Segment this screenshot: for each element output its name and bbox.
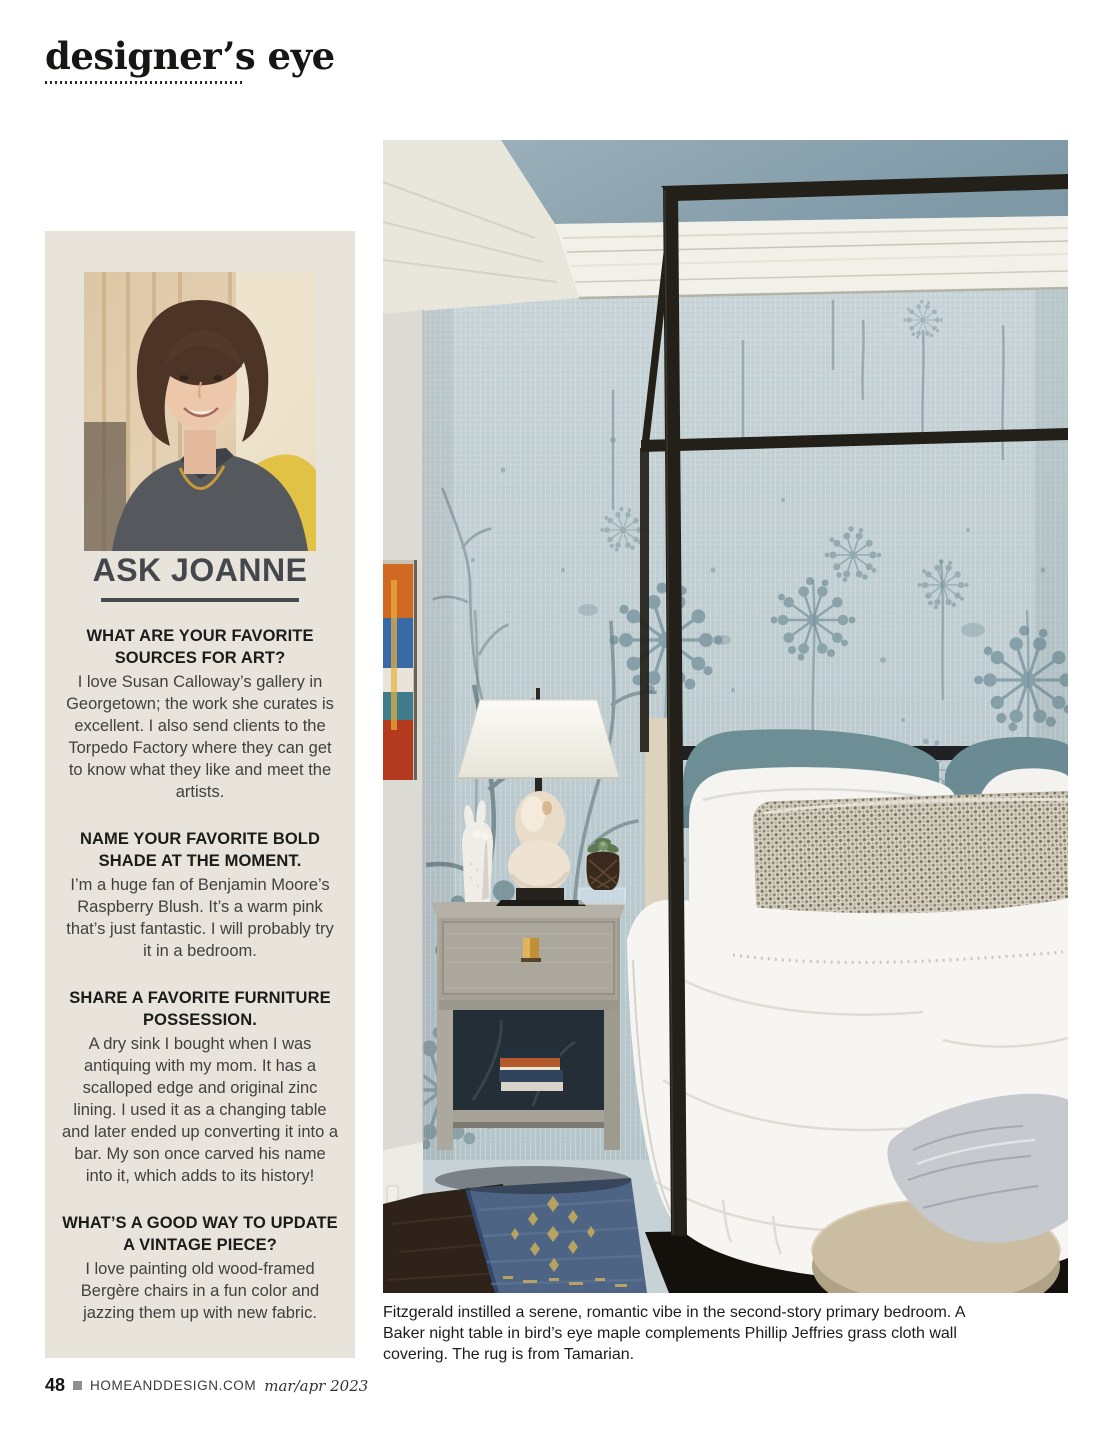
question: WHAT’S A GOOD WAY TO UPDATE A VINTAGE PIECE? bbox=[62, 1214, 338, 1254]
qa-item bbox=[61, 1212, 339, 1324]
nightstand bbox=[431, 902, 626, 1150]
crown-molding bbox=[555, 216, 1068, 298]
masthead bbox=[45, 36, 335, 84]
website-url: HOMEANDDESIGN.COM bbox=[90, 1378, 257, 1393]
footer-square-icon bbox=[73, 1381, 82, 1390]
answer: A dry sink I bought when I was antiquing with my mom. It has a scalloped edge and original zinc lining. I used it as a changing table and later ended up converting it into a bar. My son once carved his name into it, which adds to its history! bbox=[61, 1035, 339, 1185]
question: SHARE A FAVORITE FURNITURE POSSESSION. bbox=[69, 989, 331, 1029]
page-number: 48 bbox=[45, 1375, 66, 1395]
patterned-lumbar-pillow bbox=[753, 791, 1068, 920]
back-post bbox=[640, 448, 649, 752]
stacked-books bbox=[499, 1048, 563, 1091]
page-title: designer’s eye bbox=[45, 34, 335, 78]
qa-list bbox=[45, 625, 355, 1349]
qa-item bbox=[61, 828, 339, 962]
ask-joanne-sidebar bbox=[45, 231, 355, 1358]
answer: I’m a huge fan of Benjamin Moore’s Raspberry Blush. It’s a warm pink that’s just fantastic. I will probably try it in a bedroom. bbox=[66, 876, 334, 960]
designer-portrait bbox=[84, 272, 316, 551]
bedroom-photo bbox=[383, 140, 1068, 1293]
answer: I love painting old wood-framed Bergère chairs in a fun color and jazzing them up with new fabric. bbox=[80, 1260, 320, 1322]
question: NAME YOUR FAVORITE BOLD SHADE AT THE MOMENT. bbox=[79, 830, 321, 870]
drawer-pull bbox=[521, 938, 541, 962]
photo-caption: Fitzgerald instilled a serene, romantic vibe in the second-story primary bedroom. A Baker night table in bird’s eye maple complements Phillip Jeffries grass cloth wall covering. The rug is from Tamarian. bbox=[383, 1304, 965, 1363]
qa-item bbox=[61, 987, 339, 1187]
abstract-artwork bbox=[383, 560, 417, 780]
lamp-shade bbox=[458, 700, 619, 778]
sidebar-title: ASK JOANNE bbox=[92, 552, 308, 588]
area-rug bbox=[467, 1178, 647, 1293]
sidebar-title-block bbox=[45, 552, 355, 602]
qa-item bbox=[61, 625, 339, 803]
title-underline bbox=[101, 598, 299, 602]
page-footer bbox=[45, 1375, 368, 1396]
bedroom-scene bbox=[383, 140, 1068, 1293]
issue-date: mar/apr 2023 bbox=[264, 1376, 369, 1395]
dotted-rule bbox=[45, 81, 242, 84]
question: WHAT ARE YOUR FAVORITE SOURCES FOR ART? bbox=[86, 627, 314, 667]
portrait-illustration bbox=[84, 272, 316, 551]
answer: I love Susan Calloway’s gallery in Georgetown; the work she curates is excellent. I also send clients to the Torpedo Factory where they can get to know what they like and meet the artists. bbox=[66, 673, 334, 801]
